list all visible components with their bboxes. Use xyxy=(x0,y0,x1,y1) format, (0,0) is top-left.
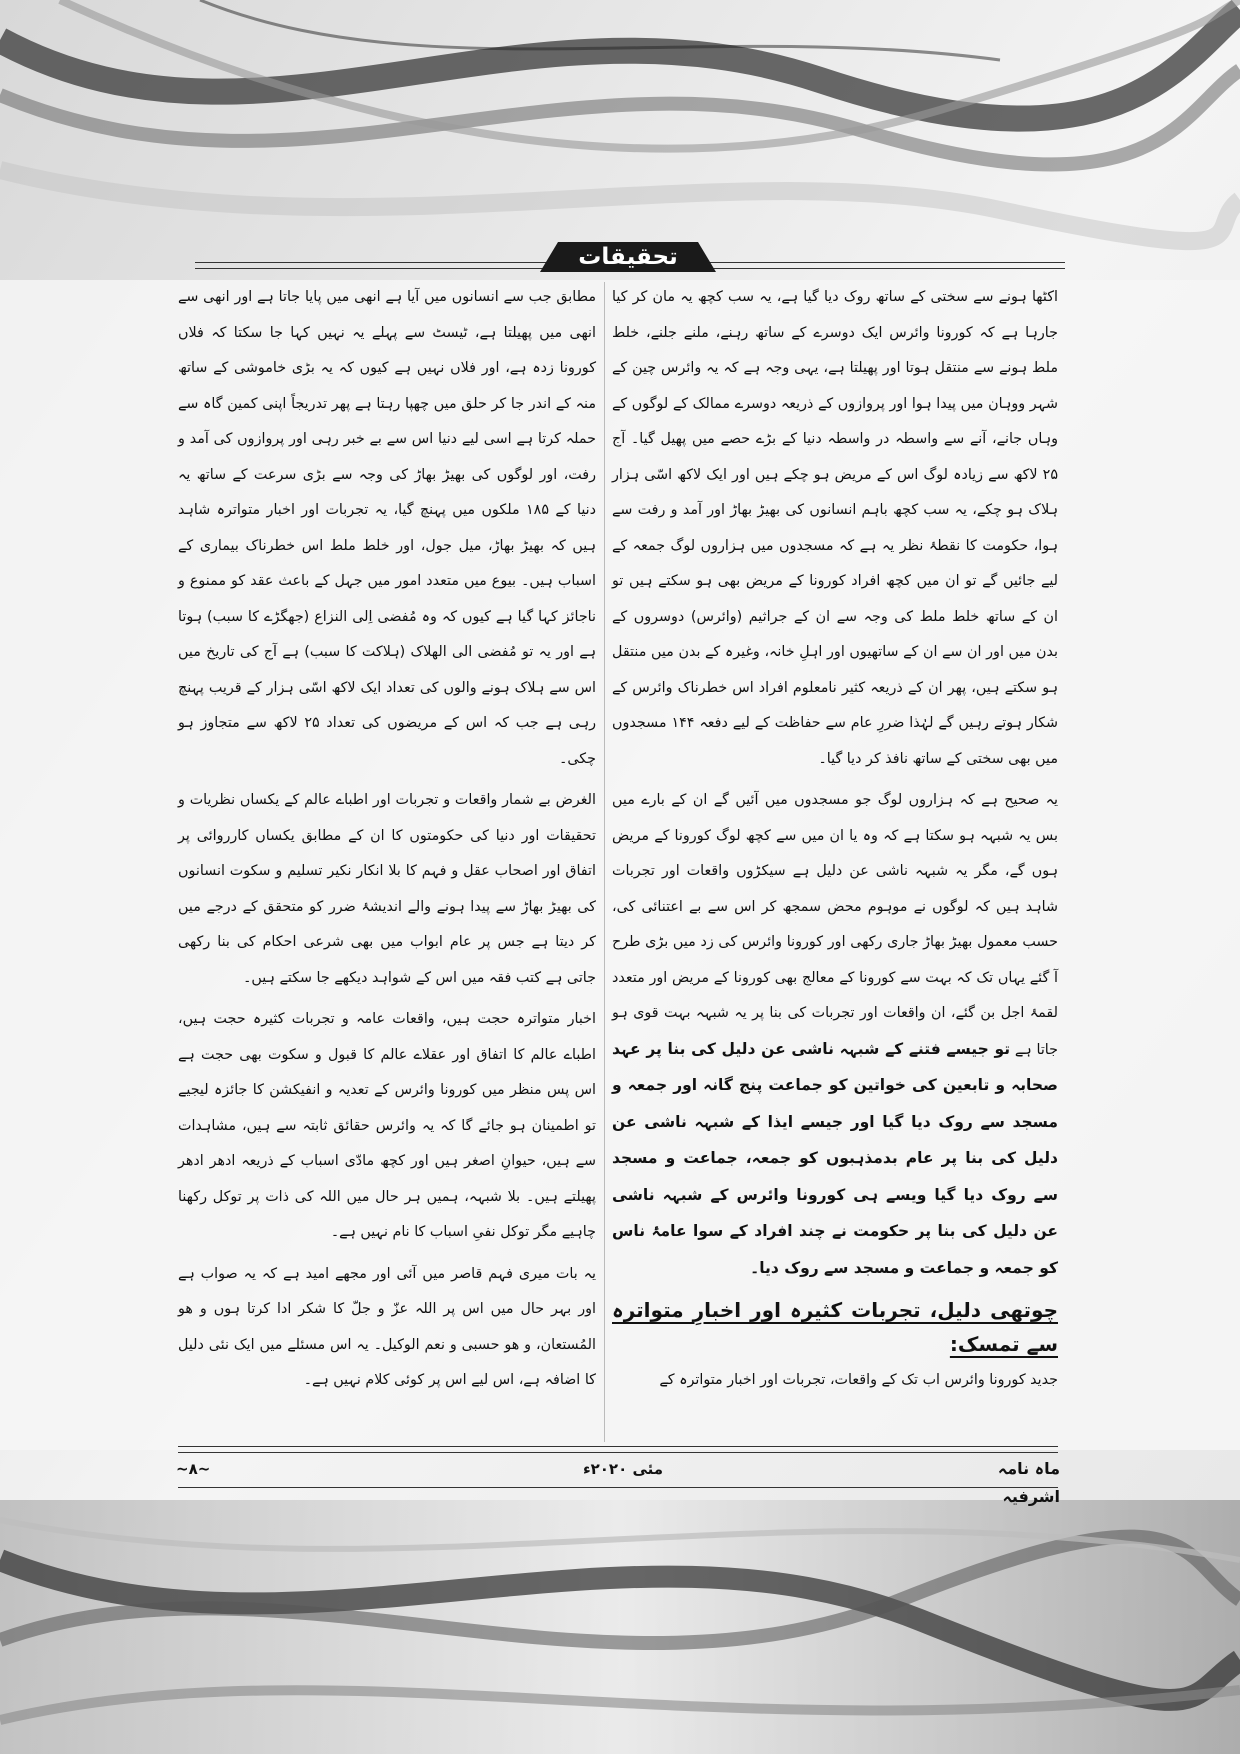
footer-rule-mid xyxy=(178,1452,1058,1453)
footer-page-number: ~۸~ xyxy=(176,1460,211,1478)
section-title: تحقیقات xyxy=(578,244,678,270)
footer-rule-top xyxy=(178,1446,1058,1447)
emphasized-text: تو جیسے فتنے کے شبہہ ناشی عن دلیل کی بنا پر عہد صحابہ و تابعین کی خواتین کو جماعت پنج گانہ اور جمعہ و مسجد سے روک دیا گیا اور جیسے ایذا کے شبہہ ناشی عن دلیل کی بنا پر عام بدمذہبوں کو جمعہ، جماعت و مسجد سے روک دیا گیا ویسے ہی کورونا وائرس کے شبہہ ناشی عن دلیل کی بنا پر حکومت نے چند افراد کے سوا عامۂ ناس کو جمعہ و جماعت و مسجد سے روک دیا۔ xyxy=(612,1039,1058,1277)
paragraph xyxy=(612,783,1058,1287)
paragraph: اخبار متواترہ حجت ہیں، واقعات عامہ و تجربات کثیرہ حجت ہیں، اطباے عالم کا اتفاق اور عقلاے عالم کا قبول و سکوت بھی حجت ہے اس پس منظر میں کورونا وائرس کے تعدیہ و انفیکشن کا جائزہ لیجیے تو اطمینان ہو جائے گا کہ یہ وائرس حقائق ثابتہ سے ہیں، مشاہدات سے ہیں، حیوانِ اصغر ہیں اور کچھ مادّی اسباب کے ذریعہ ادھر ادھر پھیلتے ہیں۔ بلا شبہہ، ہمیں ہر حال میں اللہ کی ذات پر توکل رکھنا چاہیے مگر توکل نفیِ اسباب کا نام نہیں ہے۔ xyxy=(178,1011,596,1240)
paragraph-text: یہ صحیح ہے کہ ہزاروں لوگ جو مسجدوں میں آئیں گے ان کے بارے میں بس یہ شبہہ ہو سکتا ہے کہ وہ یا ان میں سے کچھ لوگ کورونا کے مریض ہوں گے، مگر یہ شبہہ ناشی عن دلیل ہے سیکڑوں واقعات اور تجربات شاہد ہیں کہ لوگوں نے موہوم محض سمجھ کر اس سے بے اعتنائی کی، حسب معمول بھیڑ بھاڑ جاری رکھی اور کورونا وائرس کی زد میں بڑی طرح آ گئے یہاں تک کہ بہت سے کورونا کے معالج بھی کورونا کے مریض اور متعدد لقمۂ اجل بن گئے، ان واقعات اور تجربات کی بنا پر یہ شبہہ بہت قوی ہو جاتا ہے xyxy=(612,792,1058,1058)
paragraph: الغرض بے شمار واقعات و تجربات اور اطباے عالم کے یکساں نظریات و تحقیقات اور دنیا کی حکومتوں کا ان کے مطابق یکساں کارروائی پر اتفاق اور اصحاب عقل و فہم کا بلا انکار نکیر تسلیم و سکوت انسانوں کی بھیڑ بھاڑ سے پیدا ہونے والے اندیشۂ ضرر کو متحقق کے درجے میں کر دیتا ہے جس پر عام ابواب میں بھی شرعی احکام کی بنا رکھی جاتی ہے کتب فقہ میں اس کے شواہد دیکھے جا سکتے ہیں۔ xyxy=(178,792,596,986)
bottom-swirl-band xyxy=(0,1500,1240,1754)
subheading: چوتھی دلیل، تجربات کثیرہ اور اخبارِ متواترہ سے تمسک: xyxy=(612,1298,1058,1356)
column-divider xyxy=(604,282,605,1442)
paragraph: یہ بات میری فہم قاصر میں آئی اور مجھے امید ہے کہ یہ صواب ہے اور بہر حال میں اس پر اللہ عزّ و جلّ کا شکر ادا کرتا ہوں و ھو المُستعان، و ھو حسبی و نعم الوکیل۔ یہ اس مسئلے میں ایک نئی دلیل کا اضافہ ہے، اس لیے اس پر کوئی کلام نہیں ہے۔ xyxy=(178,1265,596,1388)
footer-magazine-name: ماہ نامہ اشرفیہ xyxy=(997,1459,1060,1506)
footer-issue-date: مئی ۲۰۲۰ء xyxy=(582,1460,664,1478)
footer-rule-bottom xyxy=(178,1487,1058,1488)
paragraph: جدید کورونا وائرس اب تک کے واقعات، تجربات اور اخبار متواترہ کے xyxy=(659,1372,1058,1388)
right-column xyxy=(612,280,1058,1405)
paragraph: مطابق جب سے انسانوں میں آیا ہے انھی میں پایا جاتا ہے اور انھی سے انھی میں پھیلتا ہے، ٹیسٹ سے پہلے یہ نہیں کہا جا سکتا کہ فلاں کورونا زدہ ہے، اور فلاں نہیں ہے کیوں کہ یہ بڑی خاموشی کے ساتھ منہ کے اندر جا کر حلق میں چھپا رہتا ہے پھر تدریجاً اپنی کمین گاہ سے حملہ کرتا ہے اسی لیے دنیا اس سے بے خبر رہی اور پروازوں کی آمد و رفت، اور لوگوں کی بھیڑ بھاڑ کی وجہ سے بڑی سرعت کے ساتھ یہ دنیا کے ۱۸۵ ملکوں میں پہنچ گیا، یہ تجربات اور اخبار متواترہ شاہد ہیں کہ بھیڑ بھاڑ، میل جول، اور خلط ملط اس خطرناک بیماری کے اسباب ہیں۔ بیوع میں متعدد امور میں جہل کے باعث عقد کو ممنوع و ناجائز کہا گیا ہے کیوں کہ وہ مُفضی اِلی النزاع (جھگڑے کا سبب) ہوتا ہے اور یہ تو مُفضی الی الھلاک (ہلاکت کا سبب) ہے آج کی تاریخ میں اس سے ہلاک ہونے والوں کی تعداد ایک لاکھ اسّی ہزار کے قریب پہنچ رہی ہے جب کہ اس کے مریضوں کی تعداد ۲۵ لاکھ سے متجاوز ہو چکی۔ xyxy=(178,289,596,767)
left-column xyxy=(178,280,596,1405)
paragraph: اکٹھا ہونے سے سختی کے ساتھ روک دیا گیا ہے، یہ سب کچھ یہ مان کر کیا جارہا ہے کہ کورونا وائرس ایک دوسرے کے ساتھ رہنے، ملنے جلنے، خلط ملط ہونے سے منتقل ہوتا اور پھیلتا ہے، یہی وجہ ہے کہ یہ وائرس چین کے شہر ووہان میں پیدا ہوا اور پروازوں کے ذریعہ دوسرے ممالک کے لوگوں کے وہاں جانے، آنے سے واسطہ در واسطہ دنیا کے بڑے حصے میں پھیل گیا۔ آج ۲۵ لاکھ سے زیادہ لوگ اس کے مریض ہو چکے ہیں اور ایک لاکھ اسّی ہزار ہلاک ہو چکے، یہ سب کچھ باہم انسانوں کی بھیڑ بھاڑ اور آمد و رفت سے ہوا، حکومت کا نقطۂ نظر یہ ہے کہ مسجدوں میں ہزاروں لوگ جمعہ کے لیے جائیں گے تو ان میں کچھ افراد کورونا کے مریض بھی ہو سکتے ہیں تو ان کے ساتھ خلط ملط کی وجہ سے ان کے جراثیم (وائرس) دوسروں کے بدن میں اور ان سے ان کے ساتھیوں اور اہلِ خانہ، وغیرہ کے بدن میں منتقل ہو سکتے ہیں، پھر ان کے ذریعہ کثیر نامعلوم افراد اس خطرناک وائرس کے شکار ہوتے رہیں گے لہٰذا ضررِ عام سے حفاظت کے لیے دفعہ ۱۴۴ مسجدوں میں بھی سختی کے ساتھ نافذ کر دیا گیا۔ xyxy=(612,289,1058,767)
